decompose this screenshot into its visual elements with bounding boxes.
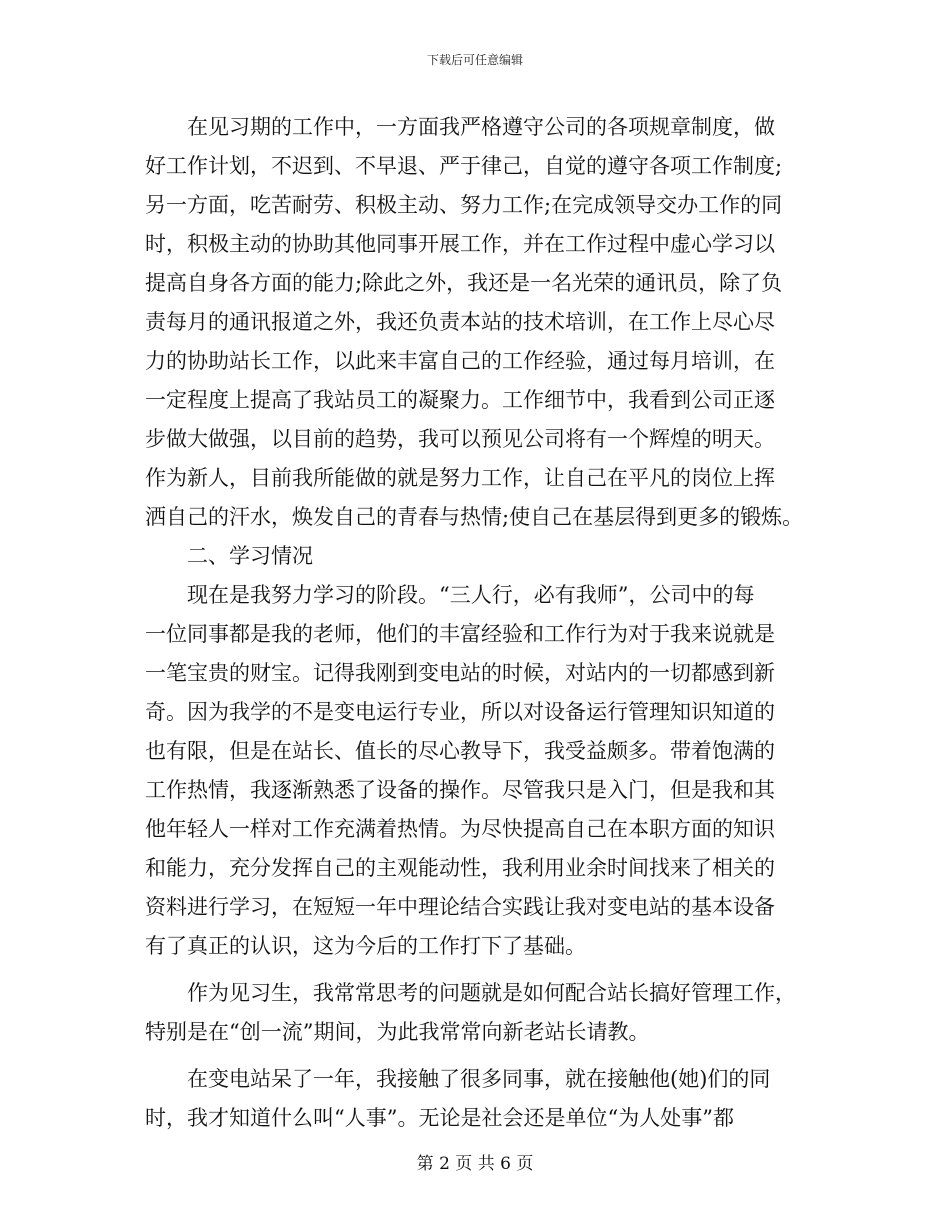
text-line: 工作热情，我逐渐熟悉了设备的操作。尽管我只是入门，但是我和其 (145, 778, 775, 802)
text-line: 在见习期的工作中，一方面我严格遵守公司的各项规章制度，做 (145, 115, 775, 139)
text-line: 和能力，充分发挥自己的主观能动性，我利用业余时间找来了相关的 (145, 856, 775, 880)
body-text (145, 108, 805, 1138)
text-line: 时，我才知道什么叫“人事”。无论是社会还是单位“为人处事”都 (145, 1106, 734, 1130)
text-line: 好工作计划，不迟到、不早退、严于律己，自觉的遵守各项工作制度; (145, 154, 783, 178)
text-line: 资料进行学习，在短短一年中理论结合实践让我对变电站的基本设备 (145, 895, 775, 919)
text-line: 作为见习生，我常常思考的问题就是如何配合站长搞好管理工作， (145, 981, 796, 1005)
text-line: 奇。因为我学的不是变电运行专业，所以对设备运行管理知识知道的 (145, 700, 775, 724)
text-line: 特别是在“创一流”期间，为此我常常向新老站长请教。 (145, 1020, 650, 1044)
page-number-footer: 第 2 页 共 6 页 (416, 1154, 534, 1174)
text-line: 一位同事都是我的老师，他们的丰富经验和工作行为对于我来说就是 (145, 622, 775, 646)
section-heading: 二、学习情况 (145, 544, 313, 568)
text-line: 步做大做强，以目前的趋势，我可以预见公司将有一个辉煌的明天。 (145, 427, 775, 451)
header-note: 下载后可任意编辑 (426, 53, 523, 67)
text-line: 提高自身各方面的能力;除此之外，我还是一名光荣的通讯员，除了负 (145, 271, 783, 295)
text-line: 力的协助站长工作，以此来丰富自己的工作经验，通过每月培训，在 (145, 349, 775, 373)
text-line: 他年轻人一样对工作充满着热情。为尽快提高自己在本职方面的知识 (145, 817, 775, 841)
text-line: 另一方面，吃苦耐劳、积极主动、努力工作;在完成领导交办工作的同 (145, 193, 783, 217)
text-line: 现在是我努力学习的阶段。“三人行，必有我师”，公司中的每 (145, 583, 755, 607)
text-line: 也有限，但是在站长、值长的尽心教导下，我受益颇多。带着饱满的 (145, 739, 775, 763)
text-line: 作为新人，目前我所能做的就是努力工作，让自己在平凡的岗位上挥 (145, 466, 775, 490)
text-line: 在变电站呆了一年，我接触了很多同事，就在接触他(她)们的同 (145, 1067, 771, 1091)
text-line: 时，积极主动的协助其他同事开展工作，并在工作过程中虚心学习以 (145, 232, 775, 256)
text-line: 一笔宝贵的财宝。记得我刚到变电站的时候，对站内的一切都感到新 (145, 661, 775, 685)
text-line: 责每月的通讯报道之外，我还负责本站的技术培训，在工作上尽心尽 (145, 310, 775, 334)
text-line: 洒自己的汗水，焕发自己的青春与热情;使自己在基层得到更多的锻炼。 (145, 505, 804, 529)
text-line: 有了真正的认识，这为今后的工作打下了基础。 (145, 934, 586, 958)
text-line: 一定程度上提高了我站员工的凝聚力。工作细节中，我看到公司正逐 (145, 388, 775, 412)
